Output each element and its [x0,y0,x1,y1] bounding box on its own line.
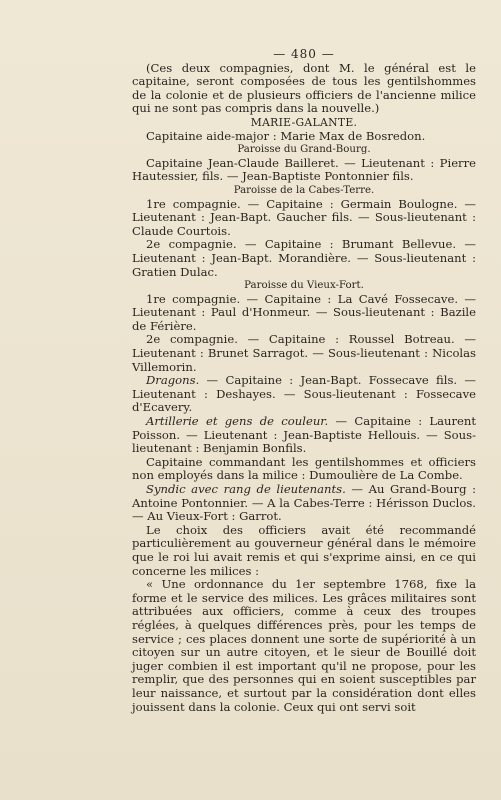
page-content [132,48,476,714]
island-heading: MARIE-GALANTE. [250,115,358,129]
syndic-label: Syndic avec rang de lieutenants. [146,482,346,496]
syndic-paragraph [132,483,476,524]
dragons-officers: — Capitaine : Jean-Bapt. Fossecave fils. — Lieutenant : Deshayes. — Sous-lieutenant : Fossecave d'Ecavery. [132,373,476,415]
artillerie-label: Artillerie et gens de couleur. [146,414,329,429]
choix-paragraph: Le choix des officiers avait été recommandé particulièrement au gouverneur général dans le mémoire que le roi lui avait remis et qui s'exprime ainsi, en ce qui concerne les milices : [132,522,476,578]
page-number: — 480 — [273,47,335,61]
dragons-label: Dragons. [146,373,200,388]
cabes-terre-company-2: 2e compagnie. — Capitaine : Brumant Bellevue. — Lieutenant : Jean-Bapt. Morandière. — Sous-lieutenant : Gratien Dulac. [132,237,476,279]
ordonnance-quote: « Une ordonnance du 1er septembre 1768, fixe la forme et le service des milices. Les grâces militaires sont attribuées aux officiers, comme à ceux des troupes réglées, à quelques différences près, pour les temps de service ; ces places donnent une sorte de supériorité à un citoyen sur un autre citoyen, et le sieur de Bouillé doit juger combien il est important qu'il ne propose, pour les remplir, que des personnes qui en soient susceptibles par leur naissance, et surtout par la considération dont elles jouissent dans la colonie. Ceux qui ont servi soit [132,577,476,714]
aide-major-line: Capitaine aide-major : Marie Max de Bosredon. [146,128,426,143]
cabes-terre-company-1: 1re compagnie. — Capitaine : Germain Boulogne. — Lieutenant : Jean-Bapt. Gaucher fils. — Sous-lieutenant : Claude Courtois. [132,196,476,238]
vieux-fort-company-1: 1re compagnie. — Capitaine : La Cavé Fossecave. — Lieutenant : Paul d'Honmeur. — Sous-lieutenant : Bazile de Férière. [132,291,476,333]
parish-heading-cabes-terre: Paroisse de la Cabes-Terre. [233,184,375,196]
vieux-fort-company-2: 2e compagnie. — Capitaine : Roussel Botreau. — Lieutenant : Brunet Sarragot. — Sous-lieutenant : Nicolas Villemorin. [132,332,476,374]
intro-paragraph: (Ces deux compagnies, dont M. le général est le capitaine, seront composées de tous les gentilshommes de la colonie et de plusieurs officiers de l'ancienne milice qui ne sont pas compris dans la nouvelle.) [132,60,476,116]
parish-heading-grand-bourg: Paroisse du Grand-Bourg. [237,144,371,156]
artillerie-paragraph [132,415,476,456]
dragons-paragraph [132,374,476,415]
commandant-paragraph: Capitaine commandant les gentilshommes et officiers non employés dans la milice : Dumoulière de La Combe. [132,454,476,483]
parish-heading-vieux-fort: Paroisse du Vieux-Fort. [244,280,364,292]
syndic-names: — Au Grand-Bourg : Antoine Pontonnier. — A la Cabes-Terre : Hérisson Duclos. — Au Vieux-Fort : Garrot. [132,482,476,524]
grand-bourg-officers: Capitaine Jean-Claude Bailleret. — Lieutenant : Pierre Hautessier, fils. — Jean-Baptiste Pontonnier fils. [132,155,476,184]
artillerie-officers: — Capitaine : Laurent Poisson. — Lieutenant : Jean-Baptiste Hellouis. — Sous-lieutenant : Benjamin Bonfils. [132,414,476,456]
